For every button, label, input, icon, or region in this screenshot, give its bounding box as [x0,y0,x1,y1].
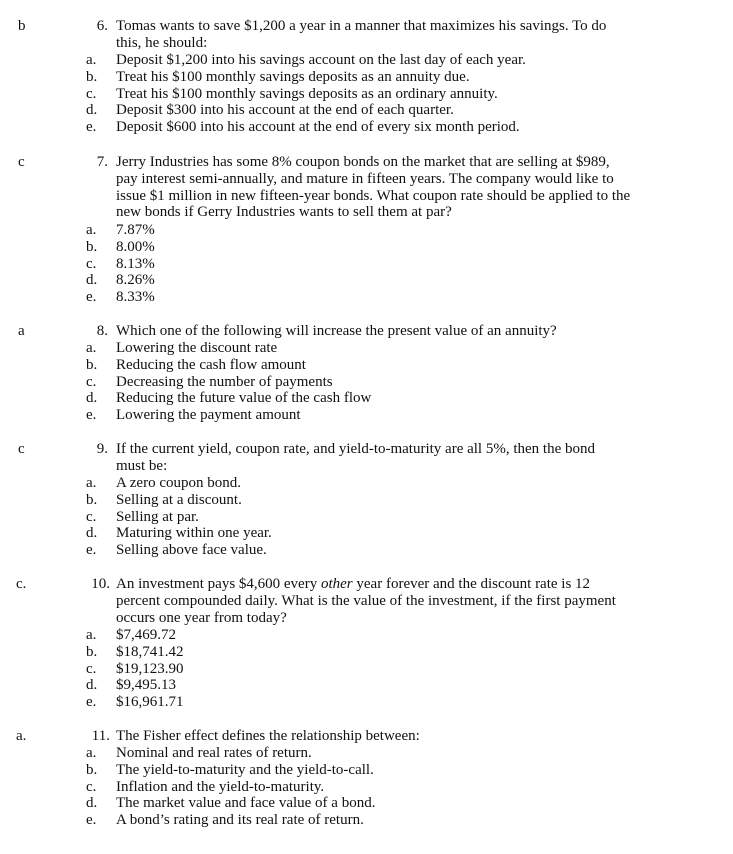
option-text: Selling at par. [116,508,199,525]
option-letter: b. [86,491,98,508]
option [0,762,733,779]
option [0,525,733,542]
question-number: 6. [96,18,108,34]
option [0,119,733,136]
option-letter: e. [86,119,97,136]
option-text: 7.87% [116,222,155,238]
option-text: $16,961.71 [116,694,184,711]
option-text: Maturing within one year. [116,525,272,542]
options-list [0,745,733,829]
question-stem: Jerry Industries has some 8% coupon bonds on the market that are selling at $989, pay interest semi-annually, and mature in fifteen years. The company would like to issue $1 million in new fifteen-year bonds. What coupon rate should be applied to the new bonds if Gerry Industries wants to sell them at par? [116,154,631,221]
option-text: Lowering the payment amount [116,407,301,424]
option-letter: e. [86,694,97,711]
option-text: A zero coupon bond. [116,475,241,491]
option-letter: b. [86,356,98,373]
question-number: 11. [91,728,110,744]
option [0,542,733,559]
option [0,407,733,424]
options-list [0,627,733,711]
options-list [0,475,733,559]
option [0,52,733,69]
option-letter: d. [86,677,98,694]
option-text: Deposit $300 into his account at the end of each quarter. [116,102,454,119]
option-letter: d. [86,795,98,812]
option-text: Reducing the future value of the cash flow [116,390,372,407]
option [0,256,733,273]
option-letter: b. [86,238,98,255]
option-text: Nominal and real rates of return. [116,745,312,761]
question-number: 8. [96,323,108,339]
option-text: A bond’s rating and its real rate of return. [116,812,364,829]
option-letter: a. [86,52,97,68]
option-letter: c. [86,255,97,272]
option [0,627,733,644]
option [0,374,733,391]
question-number: 10. [91,576,110,592]
option-text: Treat his $100 monthly savings deposits as an ordinary annuity. [116,85,498,102]
option [0,509,733,526]
question-stem: The Fisher effect defines the relationship between: [116,728,420,744]
options-list [0,222,733,306]
option-letter: b. [86,68,98,85]
option-letter: d. [86,525,98,542]
option-letter: e. [86,812,97,829]
option [0,644,733,661]
option-letter: a. [86,627,97,643]
option-letter: b. [86,643,98,660]
option-text: $19,123.90 [116,660,184,677]
option-text: 8.00% [116,238,155,255]
option-letter: c. [86,778,97,795]
option [0,779,733,796]
option-letter: c. [86,660,97,677]
option-text: 8.13% [116,255,155,272]
option [0,661,733,678]
option-text: The market value and face value of a bond. [116,795,376,812]
option [0,102,733,119]
question-number: 9. [96,441,108,457]
option [0,475,733,492]
option-text: Reducing the cash flow amount [116,356,306,373]
question-number: 7. [96,154,108,170]
answer-key: a. [16,728,27,744]
option-text: Inflation and the yield-to-maturity. [116,778,325,795]
option-text: $18,741.42 [116,643,184,660]
option-text: The yield-to-maturity and the yield-to-call. [116,761,374,778]
option-text: Treat his $100 monthly savings deposits as an annuity due. [116,68,470,85]
option-letter: e. [86,542,97,559]
option [0,86,733,103]
option [0,340,733,357]
option-letter: a. [86,222,97,238]
answer-key: c. [16,576,27,592]
option [0,357,733,374]
options-list [0,52,733,136]
option-text: Deposit $600 into his account at the end of every six month period. [116,119,520,136]
option-text: Selling at a discount. [116,491,242,508]
option-letter: a. [86,340,97,356]
answer-key: b [18,18,26,34]
stem-text: An investment pays $4,600 every [116,576,321,592]
option-letter: d. [86,102,98,119]
option [0,677,733,694]
option-letter: e. [86,289,97,306]
option [0,272,733,289]
option-letter: a. [86,475,97,491]
option-letter: c. [86,85,97,102]
options-list [0,340,733,424]
option [0,492,733,509]
option-text: Selling above face value. [116,542,267,559]
option-text: Lowering the discount rate [116,340,278,356]
option [0,390,733,407]
option [0,745,733,762]
option-letter: e. [86,407,97,424]
option-letter: c. [86,373,97,390]
option-text: $7,469.72 [116,627,176,643]
option [0,239,733,256]
option [0,222,733,239]
option-text: 8.33% [116,289,155,306]
stem-emphasis: other [320,576,353,592]
option-letter: d. [86,390,98,407]
answer-key: c [18,441,25,457]
question-stem: If the current yield, coupon rate, and yield-to-maturity are all 5%, then the bond must be: [116,441,595,474]
option [0,795,733,812]
option [0,694,733,711]
option-text: $9,495.13 [116,677,176,694]
option-text: 8.26% [116,272,155,289]
option [0,69,733,86]
question-stem [116,576,634,626]
question-stem: Tomas wants to save $1,200 a year in a manner that maximizes his savings. To do this, he should: [116,18,607,51]
option-letter: a. [86,745,97,761]
option [0,289,733,306]
option-text: Deposit $1,200 into his savings account on the last day of each year. [116,52,526,68]
stem-text: year forever and the discount rate is 12 percent compounded daily. What is the value of the investment, if the first payment occurs one year from today? [116,576,616,626]
answer-key: c [18,154,25,170]
question-stem: Which one of the following will increase the present value of an annuity? [116,323,557,339]
option-text: Decreasing the number of payments [116,373,333,390]
option-letter: d. [86,272,98,289]
answer-key: a [18,323,25,339]
option [0,812,733,829]
option-letter: c. [86,508,97,525]
option-letter: b. [86,761,98,778]
